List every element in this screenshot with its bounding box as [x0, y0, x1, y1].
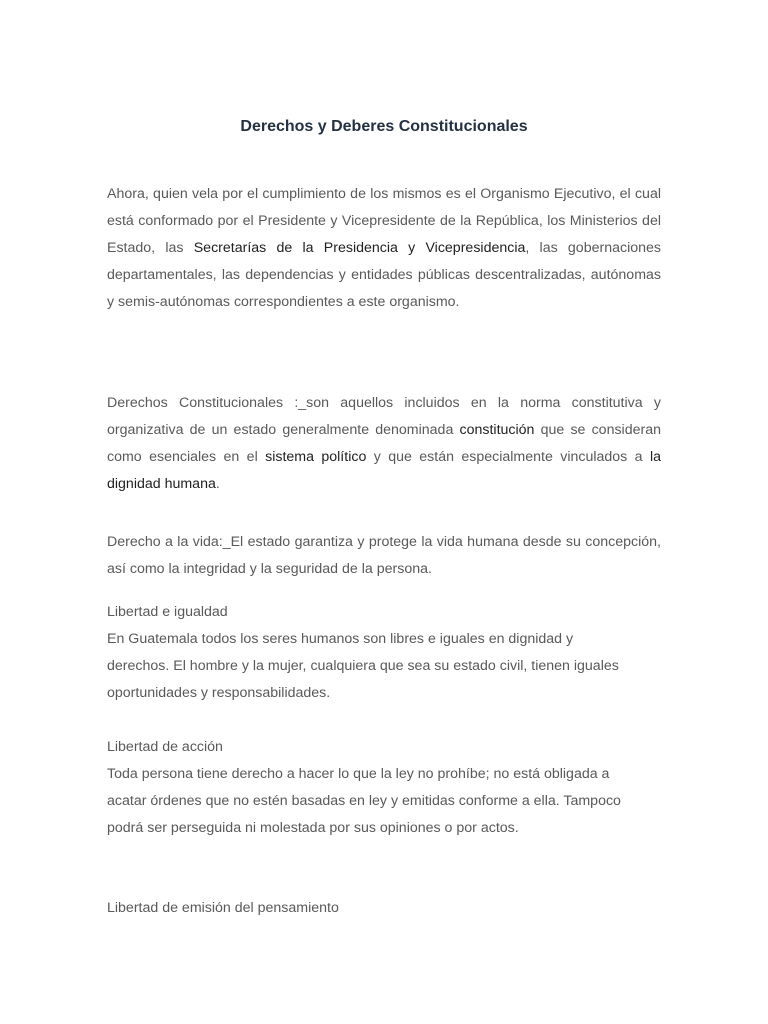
paragraph-text: , las gobernaciones departamentales, las dependencias y entidades públicas descentralizadas, autónomas y semis-autónomas correspondientes a este organismo. — [107, 240, 661, 310]
paragraph-text: Ahora, quien vela por el cumplimiento de los mismos es el Organismo Ejecutivo, el cual está conformado por el Presidente y Vicepresidente de la República, los Ministerios del Estado, las — [107, 186, 661, 256]
paragraph-text: que se consideran como esenciales en el — [107, 422, 661, 465]
page-title: Derechos y Deberes Constitucionales — [240, 118, 528, 135]
link-secretarias[interactable]: Secretarías de la Presidencia y Vicepresidencia — [193, 240, 526, 256]
link-constitucion[interactable]: constitución — [459, 422, 535, 438]
paragraph-derecho-vida: Derecho a la vida:_El estado garantiza y protege la vida humana desde su concepción, así como la integridad y la seguridad de la persona. — [107, 534, 661, 577]
link-dignidad-humana[interactable]: la dignidad humana — [107, 449, 661, 492]
heading-libertad-accion: Libertad de acción — [107, 739, 223, 755]
paragraph-text: Derechos Constitucionales :_son aquellos incluidos en la norma constitutiva y organizativa de un estado generalmente denominada — [107, 395, 661, 438]
text-line: acatar órdenes que no estén basadas en ley y emitidas conforme a ella. Tampoco — [107, 793, 621, 809]
text-line: oportunidades y responsabilidades. — [107, 685, 331, 701]
paragraph-text: y que están especialmente vinculados a — [366, 449, 650, 465]
text-line: podrá ser perseguida ni molestada por sus opiniones o por actos. — [107, 820, 519, 836]
text-line: derechos. El hombre y la mujer, cualquiera que sea su estado civil, tienen iguales — [107, 658, 619, 674]
heading-libertad-emision: Libertad de emisión del pensamiento — [107, 900, 339, 916]
paragraph-derechos-constitucionales — [107, 390, 661, 498]
heading-libertad-igualdad: Libertad e igualdad — [107, 604, 228, 620]
text-line: En Guatemala todos los seres humanos son libres e iguales en dignidad y — [107, 631, 574, 647]
paragraph-text: . — [215, 476, 220, 492]
text-line: Toda persona tiene derecho a hacer lo que la ley no prohíbe; no está obligada a — [107, 766, 610, 782]
link-sistema-politico[interactable]: sistema político — [265, 449, 367, 465]
paragraph-organismo-ejecutivo — [107, 181, 661, 316]
